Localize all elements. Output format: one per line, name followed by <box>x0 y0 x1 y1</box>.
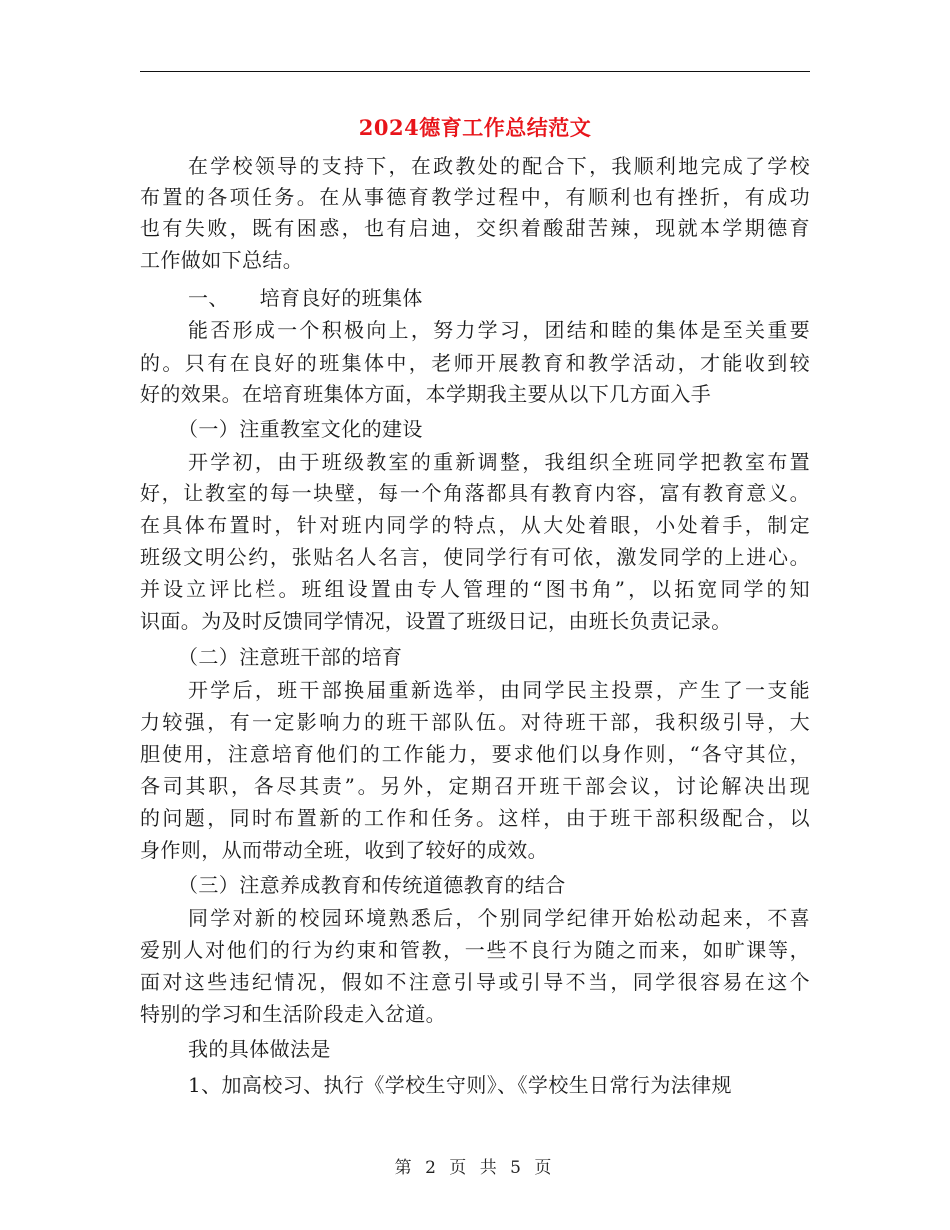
subsection-heading: （一）注重教室文化的建设 <box>178 417 423 441</box>
body-line: 能否形成一个积极向上，努力学习，团结和睦的集体是至关重要 <box>188 318 810 342</box>
subsection-heading: （三）注意养成教育和传统道德教育的结合 <box>178 873 566 897</box>
body-line: 在具体布置时，针对班内同学的特点，从大处着眼，小处着手，制定 <box>140 513 810 537</box>
body-line: 好的效果。在培育班集体方面，本学期我主要从以下几方面入手 <box>140 382 712 406</box>
page-footer: 第 2 页 共 5 页 <box>394 1158 556 1178</box>
body-line: 班级文明公约，张贴名人名言，使同学行有可依，激发同学的上进心。 <box>140 545 810 569</box>
body-line: 爱别人对他们的行为约束和管教，一些不良行为随之而来，如旷课等， <box>140 938 810 962</box>
header-rule <box>140 71 810 72</box>
body-line: 特别的学习和生活阶段走入岔道。 <box>140 1002 446 1026</box>
body-line: 力较强，有一定影响力的班干部队伍。对待班干部，我积级引导，大 <box>140 710 810 734</box>
document-title: 2024德育工作总结范文 <box>358 115 592 140</box>
body-line: 同学对新的校园环境熟悉后，个别同学纪律开始松动起来，不喜 <box>188 906 810 930</box>
body-line: 面对这些违纪情况，假如不注意引导或引导不当，同学很容易在这个 <box>140 970 810 994</box>
body-line: 开学后，班干部换届重新选举，由同学民主投票，产生了一支能 <box>188 678 810 702</box>
body-line: 开学初，由于班级教室的重新调整，我组织全班同学把教室布置 <box>188 450 810 474</box>
body-line: 工作做如下总结。 <box>140 248 304 272</box>
body-line: 身作则，从而带动全班，收到了较好的成效。 <box>140 838 548 862</box>
body-line: 好，让教室的每一块壁，每一个角落都具有教育内容，富有教育意义。 <box>140 481 810 505</box>
body-line: 也有失败，既有困惑，也有启迪，交织着酸甜苦辣，现就本学期德育 <box>140 216 810 240</box>
body-line: 在学校领导的支持下，在政教处的配合下，我顺利地完成了学校 <box>188 154 810 178</box>
body-line: 的。只有在良好的班集体中，老师开展教育和教学活动，才能收到较 <box>140 351 810 375</box>
body-line: 1、加高校习、执行《学校生守则》、《学校生日常行为法律规 <box>188 1073 732 1097</box>
section-heading: 一、 培育良好的班集体 <box>188 286 423 310</box>
body-line: 并设立评比栏。班组设置由专人管理的“图书角”，以拓宽同学的知 <box>140 577 810 601</box>
body-line: 布置的各项任务。在从事德育教学过程中，有顺利也有挫折，有成功 <box>140 185 810 209</box>
body-line: 各司其职，各尽其责”。另外，定期召开班干部会议，讨论解决出现 <box>140 774 810 798</box>
body-line: 我的具体做法是 <box>188 1037 331 1061</box>
body-line: 胆使用，注意培育他们的工作能力，要求他们以身作则，“各守其位， <box>140 742 810 766</box>
body-line: 的问题，同时布置新的工作和任务。这样，由于班干部积级配合，以 <box>140 806 810 830</box>
subsection-heading: （二）注意班干部的培育 <box>178 645 403 669</box>
body-line: 识面。为及时反馈同学情况，设置了班级日记，由班长负责记录。 <box>140 609 732 633</box>
